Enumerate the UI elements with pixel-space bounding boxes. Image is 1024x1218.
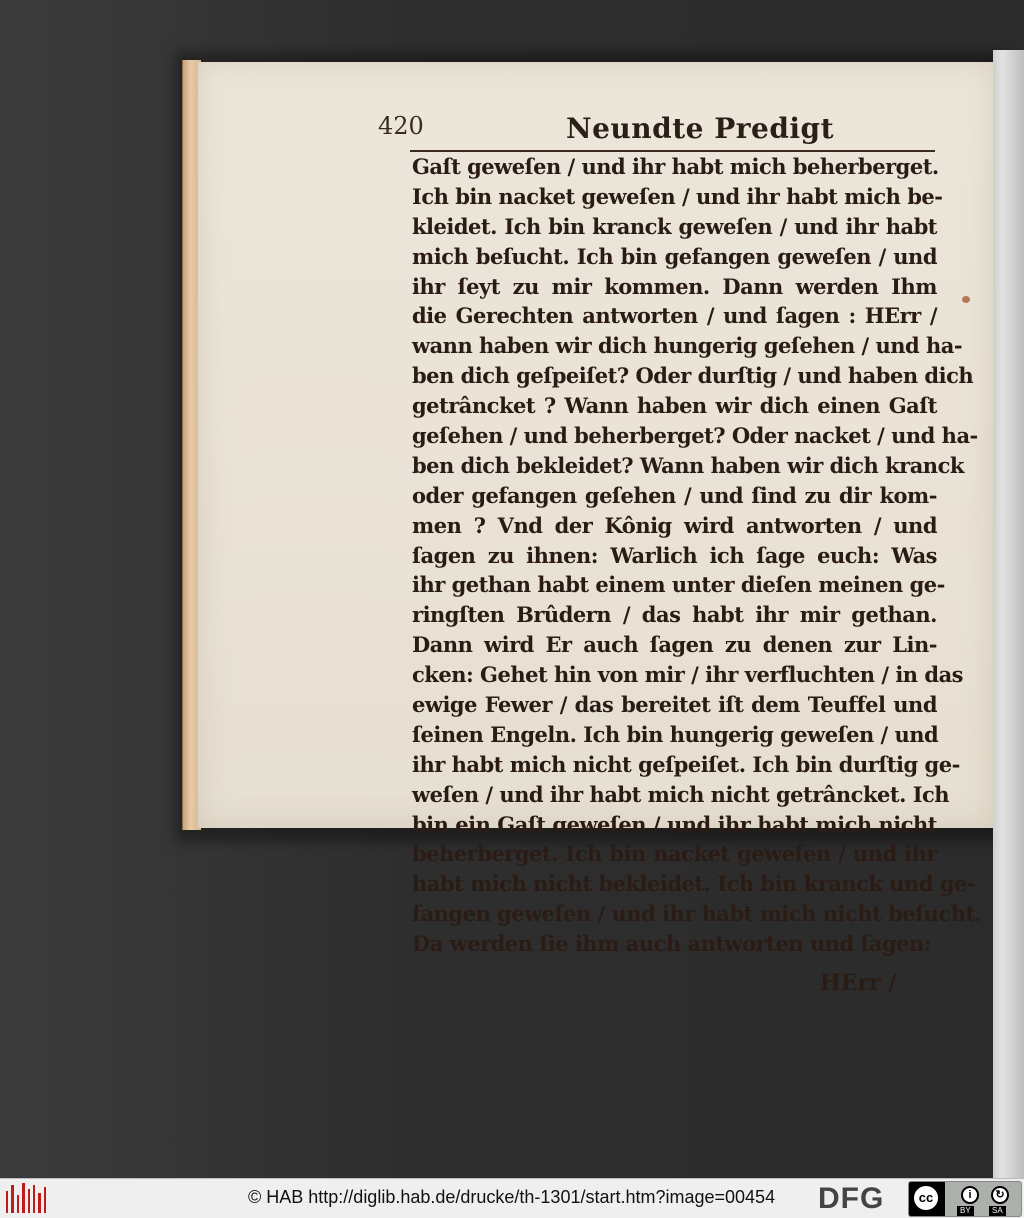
cc-by-sa-badge[interactable] bbox=[908, 1181, 1022, 1217]
facing-page-edge bbox=[993, 50, 1024, 1178]
share-alike-icon: ↻ bbox=[991, 1186, 1009, 1204]
text-line: habt mich nicht bekleidet. Ich bin kranck und ge- bbox=[412, 871, 976, 897]
text-line: ihr gethan habt einem unter dieſen meinen ge- bbox=[412, 572, 945, 598]
text-line: weſen / und ihr habt mich nicht getrâncket. Ich bbox=[412, 781, 950, 807]
text-line: ſagen zu ihnen: Warlich ich ſage euch: Was bbox=[412, 542, 937, 568]
sa-label: SA bbox=[989, 1206, 1006, 1216]
cc-icon: cc bbox=[912, 1184, 940, 1212]
text-line: ſeinen Engeln. Ich bin hungerig geweſen / und bbox=[412, 721, 939, 747]
text-line: bin ein Gaſt geweſen / und ihr habt mich nicht bbox=[412, 811, 937, 837]
text-line: mich beſucht. Ich bin gefangen geweſen / und bbox=[412, 243, 937, 269]
text-line: ewige Fewer / das bereitet iſt dem Teuffel und bbox=[412, 692, 937, 718]
catchword: HErr / bbox=[820, 970, 897, 996]
attribution-icon: i bbox=[961, 1186, 979, 1204]
text-line: ihr ſeyt zu mir kommen. Dann werden Ihm bbox=[412, 273, 937, 299]
running-head: Neundte Predigt bbox=[566, 112, 835, 145]
by-label: BY bbox=[957, 1206, 974, 1216]
text-line: kleidet. Ich bin kranck geweſen / und ihr habt bbox=[412, 213, 937, 239]
page-number: 420 bbox=[378, 112, 424, 140]
cc-license-panel bbox=[945, 1182, 1021, 1216]
text-line: cken: Gehet hin von mir / ihr verfluchten / in das bbox=[412, 662, 964, 688]
text-line: getrâncket ? Wann haben wir dich einen Gaſt bbox=[412, 393, 937, 419]
text-line: die Gerechten antworten / und ſagen : HErr / bbox=[412, 303, 937, 329]
text-line: men ? Vnd der Kônig wird antworten / und bbox=[412, 512, 937, 538]
text-line: fangen geweſen / und ihr habt mich nicht beſucht. bbox=[412, 901, 982, 927]
text-line: Da werden ſie ihm auch antworten und ſagen: bbox=[412, 931, 932, 957]
text-line: geſehen / und beherberget? Oder nacket / und ha- bbox=[412, 423, 978, 449]
text-line: Dann wird Er auch ſagen zu denen zur Lin- bbox=[412, 632, 937, 658]
text-line: ben dich bekleidet? Wann haben wir dich kranck bbox=[412, 452, 964, 478]
text-line: beherberget. Ich bin nacket geweſen / und ihr bbox=[412, 841, 937, 867]
text-line: ihr habt mich nicht geſpeiſet. Ich bin durſtig ge- bbox=[412, 751, 960, 777]
body-text bbox=[412, 152, 982, 959]
copyright-link[interactable]: © HAB http://diglib.hab.de/drucke/th-1301/start.htm?image=00454 bbox=[248, 1187, 776, 1207]
text-line: oder gefangen geſehen / und ſind zu dir kom- bbox=[412, 482, 937, 508]
footer-bar bbox=[0, 1178, 1024, 1218]
ink-stain bbox=[962, 296, 970, 303]
dfg-logo[interactable]: DFG bbox=[818, 1182, 885, 1215]
page-header bbox=[378, 112, 938, 152]
text-line: ben dich geſpeiſet? Oder durſtig / und haben dich bbox=[412, 363, 974, 389]
text-line: ringſten Brûdern / das habt ihr mir gethan. bbox=[412, 602, 937, 628]
hab-logo-icon[interactable] bbox=[6, 1183, 46, 1213]
text-line: wann haben wir dich hungerig geſehen / und ha- bbox=[412, 333, 963, 359]
text-line: Ich bin nacket geweſen / und ihr habt mich be- bbox=[412, 183, 943, 209]
text-line: Gaſt geweſen / und ihr habt mich beherberget. bbox=[412, 154, 939, 179]
